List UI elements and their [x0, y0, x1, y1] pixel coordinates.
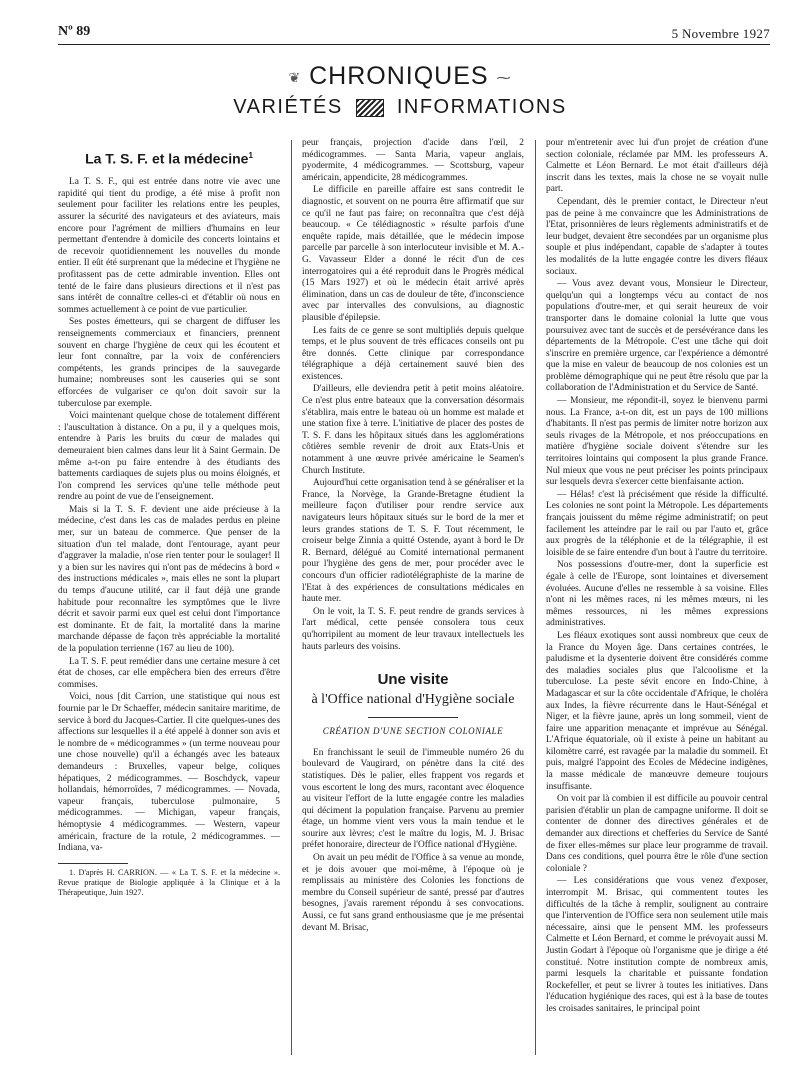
issue-date: 5 Novembre 1927 — [671, 26, 770, 41]
article2-paragraph: On avait un peu médit de l'Office à sa venue au monde, et je dois avouer que moi-même, à l'époque où je remplissais au ministère des Colonies les fonctions de membre du Conseil supérieur de santé, pressé par d'autres besognes, j'avais rarement répondu à ses convocations. Aussi, ce fut sans grand enthousiasme que je me présentai devant M. Brisac, — [302, 853, 524, 933]
article2-paragraph: — Hélas! c'est là précisément que réside la difficulté. Les colonies ne sont point la Métropole. Les départements français jouissent du même régime administratif; on peut facilement les atteindre par le rail ou par l'auto et, grâce aux progrès de la téléphonie et de la télégraphie, il est loisible de se faire entendre d'un bout à l'autre du territoire. — [546, 489, 768, 558]
article1-paragraph: Ses postes émetteurs, qui se chargent de diffuser les renseignements commerciaux et financiers, prennent souvent en charge l'hygiène de ceux qui les écoutent et leur font connaître, par la voix de conférenciers compétents, les grands principes de la sauvegarde humaine; nombreuses sont les causeries qui se sont efforcées de vulgariser ce qu'on doit savoir sur la tuberculose par exemple. — [58, 317, 280, 409]
column-divider-1 — [291, 140, 292, 1055]
flourish-left-icon: ❦ — [288, 69, 302, 86]
issue-number: Nº 89 — [58, 24, 91, 39]
article2-title-rule — [368, 717, 458, 718]
article2-paragraph: — Monsieur, me répondit-il, soyez le bienvenu parmi nous. La France, a-t-on dit, est un pays de 100 millions d'habitants. Il n'est pas permis de limiter notre horizon aux seuls rivages de la Métropole, et nos préoccupations en matière d'hygiène sociale doivent s'étendre sur les territoires lointains qui composent la plus grande France. Nul mieux que vous ne peut préciser les points principaux sur lesquels devra s'exercer cette bienfaisante action. — [546, 396, 768, 488]
masthead-informations: INFORMATIONS — [396, 96, 567, 119]
article2-title-line2: à l'Office national d'Hygiène sociale — [311, 692, 515, 708]
footnote-mark: 1 — [248, 151, 253, 160]
article1-paragraph: Voici maintenant quelque chose de totalement différent : l'auscultation à distance. On a pu, il y a quelques mois, entendre à Paris les bruits du cœur de malades qui demeuraient bien calmes dans leur lit à Saint Germain. De même a-t-on pu faire entendre à des étudiants des battements cardiaques de sujets plus ou moins éloignés, et l'on comprend les services qu'une telle méthode peut rendre au point de vue de l'enseignement. — [58, 411, 280, 503]
masthead-chroniques: CHRONIQUES — [309, 62, 489, 90]
masthead-line2 — [180, 93, 620, 121]
column-divider-2 — [535, 140, 536, 1055]
article1-paragraph: D'ailleurs, elle deviendra petit à petit moins aléatoire. Ce n'est plus entre bateaux que la conversation désormais s'établira, mais entre le bateau où un homme est malade et une station fixe à terre. L'initiative de placer des postes de T. S. F. dans les hôpitaux situés dans les agglomérations côtières semble revenir de droit aux Etats-Unis et notamment à une œuvre privée américaine le Seamen's Church Institute. — [302, 384, 524, 476]
ornament-icon — [356, 99, 384, 117]
article1-paragraph: Mais si la T. S. F. devient une aide précieuse à la médecine, c'est dans les cas de malades perdus en pleine mer, sur un bateau de commerce. Que penser de la situation d'un tel malade, dont l'entourage, ayant peur d'aggraver la maladie, n'ose rien tenter pour le soulager! Il y a bien sur les navires qui n'ont pas de médecins à bord « des instructions médicales », mais elles ne sont la plupart du temps d'aucune utilité, car il faut déjà une grande habitude pour reconnaître les symptômes que le livre décrit et savoir parmi eux quel est celui dont l'importance est dominante. Et de fait, la mortalité dans la marine marchande dépasse de façon très appréciable la mortalité de la population terrienne (167 au lieu de 100). — [58, 504, 280, 654]
column-1 — [58, 150, 280, 898]
article2-paragraph: — Vous avez devant vous, Monsieur le Directeur, quelqu'un qui a longtemps vécu au contact de nos populations d'outre-mer, et qui serait heureux de voir transporter dans le domaine colonial la lutte que vous poursuivez avec tant de succès et de persévérance dans les départements de la Métropole. C'est une tâche qui doit s'inscrire en première urgence, car l'expérience a démontré que la mise en valeur de beaucoup de nos colonies est un problème démographique qui ne peut être résolu que par la collaboration de l'Administration et du Service de Santé. — [546, 279, 768, 394]
article1-paragraph: La T. S. F. peut remédier dans une certaine mesure à cet état de choses, car elle empêchera bien des erreurs d'être commises. — [58, 656, 280, 690]
article1-paragraph: On le voit, la T. S. F. peut rendre de grands services à l'art médical, cette pensée consolera tous ceux qu'horripilent au moment de leur travaux intellectuels les hauts parleurs des voisins. — [302, 606, 524, 652]
article2-paragraph: — Les considérations que vous venez d'exposer, interrompit M. Brisac, qui commentent toutes les difficultés de la tâche à remplir, soulignent au contraire que l'intervention de l'Office sera non seulement utile mais nécessaire, ainsi que le pensent MM. les professeurs Calmette et Léon Bernard, et comme le prévoyait aussi M. Justin Godart à l'époque où l'organisme que je dirige a été constitué. Notre institution compte de nombreux amis, parmi lesquels la charitable et puissante fondation Rockefeller, et peut se livrer à toutes les initiatives. Dans l'éducation hygiénique des races, qui est à la base de toutes les croisades sanitaires, le principal point — [546, 876, 768, 1014]
article2-paragraph: Cependant, dès le premier contact, le Directeur n'eut pas de peine à me convaincre que les Administrations de l'Etat, prisonnières de leurs règlements administratifs et de leur budget, devaient être secondées par un organisme plus souple et plus indépendant, capable de s'adapter à toutes les modalités de la lutte engagée contre les divers fléaux sociaux. — [546, 196, 768, 277]
article1-paragraph: Voici, nous [dit Carrion, une statistique qui nous est fournie par le Dr Schaeffer, médecin sanitaire maritime, de service à bord du Jacques-Cartier. Il cite quelques-unes des affections sur lesquelles il a été appelé à donner son avis et le nombre de « médicogrammes » (un terme nouveau pour une chose nouvelle) qu'il a échangés avec les bateaux demandeurs : Bruxelles, vapeur belge, coliques hépatiques, 2 médicogrammes. — Boschdyck, vapeur hollandais, hémorroïdes, 7 médicogrammes. — Novada, vapeur français, tuberculose pulmonaire, 5 médicogrammes. — Michigan, vapeur français, hémoptysie 4 médicogrammes. — Western, vapeur américain, fracture de la rotule, 2 médicogrammes. — Indiana, va- — [58, 692, 280, 854]
flourish-right-icon: ⁓ — [496, 69, 512, 86]
article2-title-line1: Une visite — [377, 671, 449, 689]
article2-paragraph: Les fléaux exotiques sont aussi nombreux que ceux de la France du Moyen âge. Dans certaines contrées, le paludisme et la dysenterie doivent être considérés comme des maladies sociales plus que l'alcoolisme et la tuberculose. La peste sévit encore en Indo-Chine, à Madagascar et sur la côte occidentale d'Afrique, le choléra aux Indes, la fièvre récurrente dans le Haut-Sénégal et Niger, et la fièvre jaune, après un long sommeil, vient de faire une apparition menaçante et imprévue au Sénégal. L'Afrique équatoriale, où il existe à peine un habitant au kilomètre carré, est ravagée par la maladie du sommeil. Et puis, malgré l'appoint des Ecoles de Médecine indigènes, la masse médicale de manœuvre demeure toujours insuffisante. — [546, 630, 768, 792]
article1-paragraph: Les faits de ce genre se sont multipliés depuis quelque temps, et le plus souvent de très efficaces conseils ont pu être donnés. Cette clinique par correspondance télégraphique a déjà certainement sauvé bien des existences. — [302, 325, 524, 382]
column-3 — [546, 138, 768, 1016]
header-rule — [58, 44, 770, 45]
article1-title: La T. S. F. et la médecine$^1$ — [85, 150, 253, 167]
article2-paragraph: En franchissant le seuil de l'immeuble numéro 26 du boulevard de Vaugirard, on pénètre dans la cité des statistiques. Dès le palier, elles frappent vos regards et vous escortent le long des murs, racontant avec éloquence au visiteur l'effort de la lutte engagée contre les maladies qui déciment la population française. Parvenu au premier étage, un homme vient vers vous la main tendue et le sourire aux lèvres; c'est le maître du logis, M. J. Brisac préfet honoraire, directeur de l'Office national d'Hygiène. — [302, 747, 524, 851]
article2-paragraph: On voit par là combien il est difficile au pouvoir central parisien d'établir un plan de campagne uniforme. Il doit se contenter de donner des directives générales et de demander aux directions et chefferies du Service de Santé de fixer elles-mêmes sur place leur programme de travail. Dans ces conditions, quel pourra être le rôle d'une section coloniale ? — [546, 794, 768, 874]
column-2 — [302, 138, 524, 934]
article2-continued: pour m'entretenir avec lui d'un projet de création d'une section coloniale, réclamée par MM. les professeurs A. Calmette et Léon Bernard. Le mot était d'ailleurs déjà inscrit dans les textes, mais la chose ne se voyait nulle part. — [546, 138, 768, 195]
section-masthead — [180, 62, 620, 124]
article1-paragraph: Le difficile en pareille affaire est sans contredit le diagnostic, et souvent on ne pourra être affirmatif que sur ce qu'il ne faut pas faire; on reconnaîtra que c'est déjà beaucoup. « Ce télédiagnostic » résulte parfois d'une enquête rapide, mais détaillée, que le médecin impose parcelle par parcelle à son interlocuteur invisible et M. A.-G. Vavasseur Elder a donné le récit d'un de ces interrogatoires qui a été reproduit dans le Progrès médical (15 Mars 1927) et où le médecin était arrivé après élimination, dans un cas de douleur de tête, d'inconscience avec par intervalles des convulsions, au diagnostic plausible d'épilepsie. — [302, 185, 524, 323]
footnote-rule — [58, 863, 128, 864]
article2-paragraph: Nos possessions d'outre-mer, dont la superficie est égale à celle de l'Europe, sont lointaines et diversement évoluées. Aucune d'elles ne ressemble à sa voisine. Elles n'ont ni les mêmes races, ni les mêmes mœurs, ni les mêmes ressources, ni les mêmes expressions administratives. — [546, 560, 768, 629]
masthead-varietes: VARIÉTÉS — [233, 96, 343, 119]
article2-heading — [302, 671, 524, 738]
article2-subtitle: CRÉATION D'UNE SECTION COLONIALE — [322, 726, 504, 737]
article1-continued: peur français, projection d'acide dans l'œil, 2 médicogrammes. — Santa Maria, vapeur anglais, pyodermite, 4 médicogrammes. — Scottsburg, vapeur américain, appendicite, 28 médicogrammes. — [302, 138, 524, 183]
article1-paragraph: La T. S. F., qui est entrée dans notre vie avec une rapidité qui tient du prodige, a été mise à profit non seulement pour faciliter les relations entre les peuples, assurer la sécurité des navigateurs et des aviateurs, mais encore pour l'agrément de milliers d'humains en leur permettant d'entendre à domicile des concerts lointains et de recevoir quotidiennement les nouvelles du monde entier. Il eût été surprenant que la médecine et l'hygiène ne profitassent pas de cette admirable invention. Elles ont tenté de le faire dans plusieurs directions et il n'est pas sans intérêt de connaître celles-ci et d'établir où nous en sommes actuellement à ce point de vue particulier. — [58, 177, 280, 315]
footnote: 1. D'après H. CARRION. — « La T. S. F. et la médecine ». Revue pratique de Biologie appliquée à la Clinique et à la Thérapeutique, Juin 1927. — [58, 867, 280, 897]
article1-paragraph: Aujourd'hui cette organisation tend à se généraliser et la France, la Norvège, la Grande-Bretagne étudient la meilleure façon d'utiliser pour rendre service aux navigateurs leurs hôpitaux situés sur le bord de la mer et leurs grandes stations de T. S. F. Tout récemment, le croiseur belge Zinnia a quitté Ostende, ayant à bord le Dr R. Bernard, délégué au Comité international permanent pour l'hygiène des gens de mer, pour procéder avec le concours d'un officier radiotélégraphiste de la marine de l'Etat à des expériences de consultations médicales en haute mer. — [302, 478, 524, 605]
masthead-line1 — [180, 62, 620, 91]
